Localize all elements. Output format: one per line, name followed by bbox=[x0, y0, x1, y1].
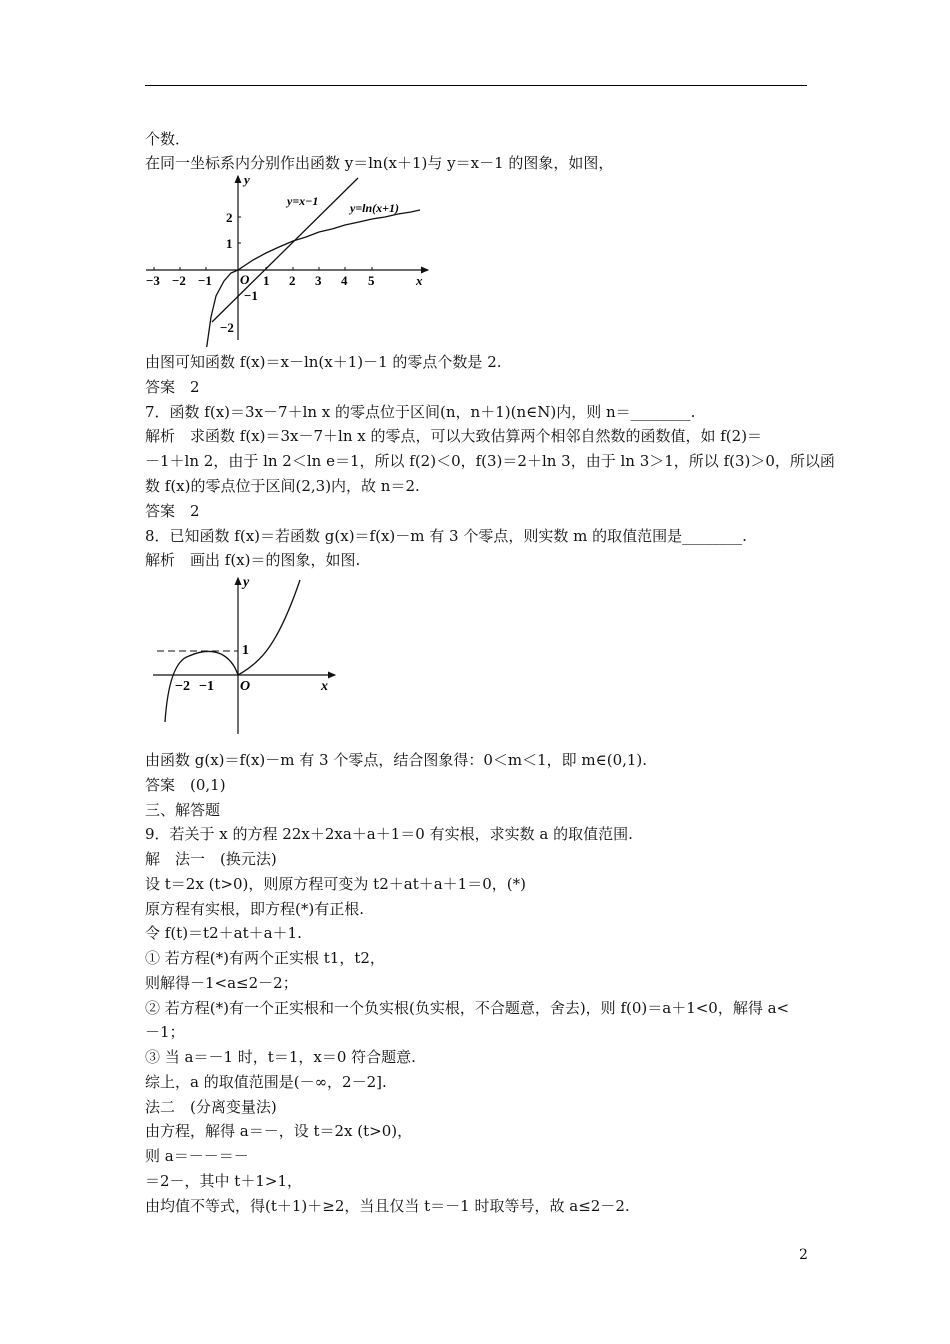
y-axis-label: y bbox=[243, 575, 250, 590]
curve-right-branch bbox=[238, 580, 300, 675]
x-tick-label: 1 bbox=[263, 273, 270, 288]
text-line: 个数． bbox=[145, 130, 191, 148]
text-line: 解析 画出 f(x)＝的图象，如图. bbox=[145, 551, 361, 569]
text-line: 7．函数 f(x)＝3x－7＋ln x 的零点位于区间(n，n＋1)(n∈N)内，则 n＝________. bbox=[145, 403, 696, 421]
x-axis-label: x bbox=[321, 679, 328, 694]
x-tick-labels bbox=[146, 273, 375, 288]
x-tick-label: 4 bbox=[341, 273, 348, 288]
x-tick-label: −1 bbox=[198, 273, 212, 288]
text-line: －1＋ln 2，由于 ln 2＜ln e＝1，所以 f(2)＜0，f(3)＝2＋ln 3，由于 ln 3＞1，所以 f(3)＞0，所以函 bbox=[145, 452, 835, 470]
x-tick-label: −3 bbox=[146, 273, 160, 288]
x-tick-label: −1 bbox=[199, 679, 214, 694]
text-line: 原方程有实根，即方程(*)有正根. bbox=[145, 900, 364, 918]
x-tick-label: 2 bbox=[289, 273, 296, 288]
text-line: －1； bbox=[145, 1023, 185, 1041]
x-tick-label: −2 bbox=[172, 273, 186, 288]
text-line: 则 a＝－－＝－ bbox=[145, 1147, 249, 1165]
header-rule bbox=[145, 85, 807, 86]
text-line: ＝2－，其中 t＋1>1， bbox=[145, 1172, 302, 1190]
y-tick-label: 1 bbox=[242, 643, 249, 658]
y-axis-label: y bbox=[244, 172, 250, 187]
text-line: ① 若方程(*)有两个正实根 t1，t2， bbox=[145, 949, 385, 967]
text-line: 解 法一 (换元法) bbox=[145, 850, 277, 868]
x-axis-label: x bbox=[416, 273, 423, 288]
y-tick-labels bbox=[220, 210, 258, 335]
y-tick-label: 1 bbox=[226, 236, 233, 251]
text-line: 数 f(x)的零点位于区间(2,3)内，故 n＝2. bbox=[145, 477, 420, 495]
x-tick-label: −2 bbox=[175, 679, 190, 694]
text-line: 三、解答题 bbox=[145, 801, 221, 819]
text-line: 令 f(t)＝t2＋at＋a＋1. bbox=[145, 924, 302, 942]
text-line: 法二 (分离变量法) bbox=[145, 1098, 277, 1116]
text-line: 解析 求函数 f(x)＝3x－7＋ln x 的零点，可以大致估算两个相邻自然数的函数值，如 f(2)＝ bbox=[145, 427, 763, 445]
y-tick-label: 2 bbox=[226, 210, 233, 225]
text-line: 8．已知函数 f(x)＝若函数 g(x)＝f(x)－m 有 3 个零点，则实数 m 的取值范围是________. bbox=[145, 527, 747, 545]
text-line: 9．若关于 x 的方程 22x＋2xa＋a＋1＝0 有实根，求实数 a 的取值范围. bbox=[145, 825, 633, 843]
line-y-x-minus-1 bbox=[212, 178, 358, 322]
label-y-ln-x-plus-1: y=ln(x+1) bbox=[350, 201, 400, 215]
origin-label: O bbox=[240, 679, 251, 694]
text-line: 答案 2 bbox=[145, 502, 200, 520]
figure-log-vs-line bbox=[140, 172, 440, 347]
text-line: 答案 2 bbox=[145, 378, 200, 396]
text-line: 由图可知函数 f(x)＝x－ln(x＋1)－1 的零点个数是 2. bbox=[145, 353, 502, 371]
text-line: 在同一坐标系内分别作出函数 y＝ln(x＋1)与 y＝x－1 的图象，如图， bbox=[145, 154, 614, 172]
text-line: 由均值不等式，得(t＋1)＋≥2，当且仅当 t＝－1 时取等号，故 a≤2－2. bbox=[145, 1197, 630, 1215]
text-line: 由方程，解得 a＝－，设 t＝2x (t>0)， bbox=[145, 1122, 413, 1140]
figure-piecewise bbox=[145, 572, 345, 737]
text-line: 答案 (0,1) bbox=[145, 776, 226, 794]
page-number: 2 bbox=[799, 1247, 808, 1263]
text-line: 设 t＝2x (t>0)，则原方程可变为 t2＋at＋a＋1＝0，(*) bbox=[145, 875, 526, 893]
text-line: 由函数 g(x)＝f(x)－m 有 3 个零点，结合图象得：0＜m＜1，即 m∈(0,1). bbox=[145, 751, 648, 769]
text-line: ③ 当 a＝－1 时，t＝1，x＝0 符合题意. bbox=[145, 1048, 416, 1066]
y-tick-label: −2 bbox=[220, 320, 234, 335]
x-tick-label: 3 bbox=[315, 273, 322, 288]
label-y-x-minus-1: y=x−1 bbox=[287, 194, 319, 208]
text-line: 综上，a 的取值范围是(－∞，2－2]. bbox=[145, 1073, 387, 1091]
x-tick-label: 5 bbox=[368, 273, 375, 288]
y-tick-label: −1 bbox=[244, 288, 258, 303]
text-line: ② 若方程(*)有一个正实根和一个负实根(负实根，不合题意，舍去)，则 f(0)＝a＋1<0，解得 a< bbox=[145, 999, 790, 1017]
text-line: 则解得－1<a≤2－2； bbox=[145, 974, 298, 992]
origin-label: O bbox=[240, 272, 250, 287]
